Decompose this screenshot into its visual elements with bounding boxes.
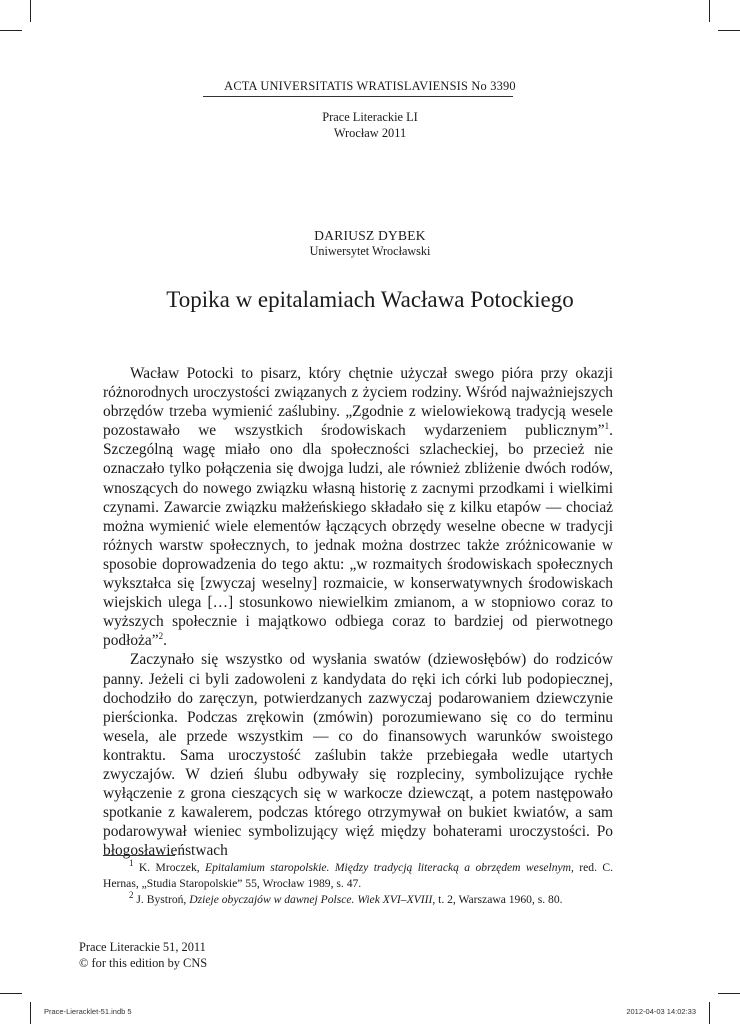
footnote-number: 2 xyxy=(129,889,134,900)
place-year: Wrocław 2011 xyxy=(333,126,407,140)
series-name: Prace Literackie LI xyxy=(322,110,418,124)
crop-mark xyxy=(709,0,710,22)
article-title: Topika w epitalamiach Wacława Potockiego xyxy=(166,287,574,312)
crop-mark xyxy=(718,993,740,994)
crop-mark xyxy=(709,1002,710,1024)
footnotes xyxy=(103,860,613,907)
footnote: $^1$ K. Mroczek, Epitalamium staropolskie. Między tradycją literacką a obrzędem weselnym, red. C. Hernas, „Studia Staropolskie” 55, Wrocław 1989, s. 47. xyxy=(103,858,614,890)
header-rule xyxy=(203,96,513,97)
page-footer xyxy=(79,940,207,971)
paragraph: Zaczynało się wszystko od wysłania swatów (dziewosłębów) do rodziców panny. Jeżeli ci byli zadowoleni z kandydata do ręki ich córki lub podopiecznej, dochodziło do zaręczyn, potwierdzanych zazwyczaj podarowaniem dziewczynie pierścionka. Podczas zrękowin (zmówin) porozumiewano się co do terminu wesela, ale przede wszystkim — co do finansowych warunków swoistego kontraktu. Sama uroczystość zaślubin także przebiegała wedle utartych zwyczajów. W dzień ślubu odbywały się rozpleciny, symbolizujące rychłe wyłączenie z grona cieszących się w warkocze dziewcząt, a potem następowało spotkanie z kawalerem, podczas którego otrzymywał on bukiet kwiatów, a sam podarowywał wieniec symbolizujący więź między bohaterami uroczystości. Po błogosławieństwach xyxy=(103,651,613,860)
footnote: $^2$ J. Bystroń, Dzieje obyczajów w dawnej Polsce. Wiek XVI–XVIII, t. 2, Warszawa 1960, s. 80. xyxy=(129,889,563,906)
paragraph: Wacław Potocki to pisarz, który chętnie użyczał swego pióra przy okazji różnorodnych uroczystości związanych z życiem rodziny. Wśród najważniejszych obrzędów trzeba wymienić zaślubiny. „Zgodnie z wielowiekową tradycją wesele pozostawało we wszystkich środowiskach wydarzeniem publicznym”$^1$. Szczególną wagę miało ono dla społeczności szlacheckiej, bo przecież nie oznaczało tylko połączenia się dwojga ludzi, ale również zbliżenie dwóch rodów, wnoszących do nowego związku własną historię z zacnymi przodkami i wielkimi czynami. Zawarcie związku małżeńskiego składało się z kilku etapów — chociaż można wymienić wiele elementów łączących obrzędy weselne obecne w tradycji różnych warstw społecznych, to jednak można dostrzec także zróżnicowanie w sposobie doprowadzenia do tego aktu: „w rozmaitych środowiskach społecznych wykształca się [zwyczaj weselny] rozmaicie, w konserwatywnych środowiskach wiejskich ulega […] stosunkowo niewielkim zmianom, a w stopniowo coraz to wyższych społecznie i majątkowo odbiega coraz to bardziej od pierwotnego podłoża”$^2$. xyxy=(103,365,613,650)
footer-journal: Prace Literackie 51, 2011 xyxy=(79,940,206,954)
footer-copyright: © for this edition by CNS xyxy=(79,955,208,970)
crop-mark xyxy=(718,30,740,31)
footnote-number: 1 xyxy=(129,858,134,869)
journal-header: ACTA UNIVERSITATIS WRATISLAVIENSIS No 3390 xyxy=(224,79,516,93)
crop-mark xyxy=(30,0,31,22)
crop-mark xyxy=(0,30,22,31)
author-name: DARIUSZ DYBEK xyxy=(314,228,426,243)
article-body xyxy=(103,364,613,860)
author-affiliation: Uniwersytet Wrocławski xyxy=(309,244,431,258)
footnote-rule xyxy=(103,855,175,856)
crop-mark xyxy=(0,993,22,994)
slug-file: Prace-Lieracklet-51.indb 5 xyxy=(44,1007,132,1016)
footnote-ref[interactable]: 1 xyxy=(604,421,610,432)
crop-mark xyxy=(30,1002,31,1024)
slug-datetime: 2012-04-03 14:02:33 xyxy=(626,1007,696,1016)
footnote-ref[interactable]: 2 xyxy=(158,631,164,642)
